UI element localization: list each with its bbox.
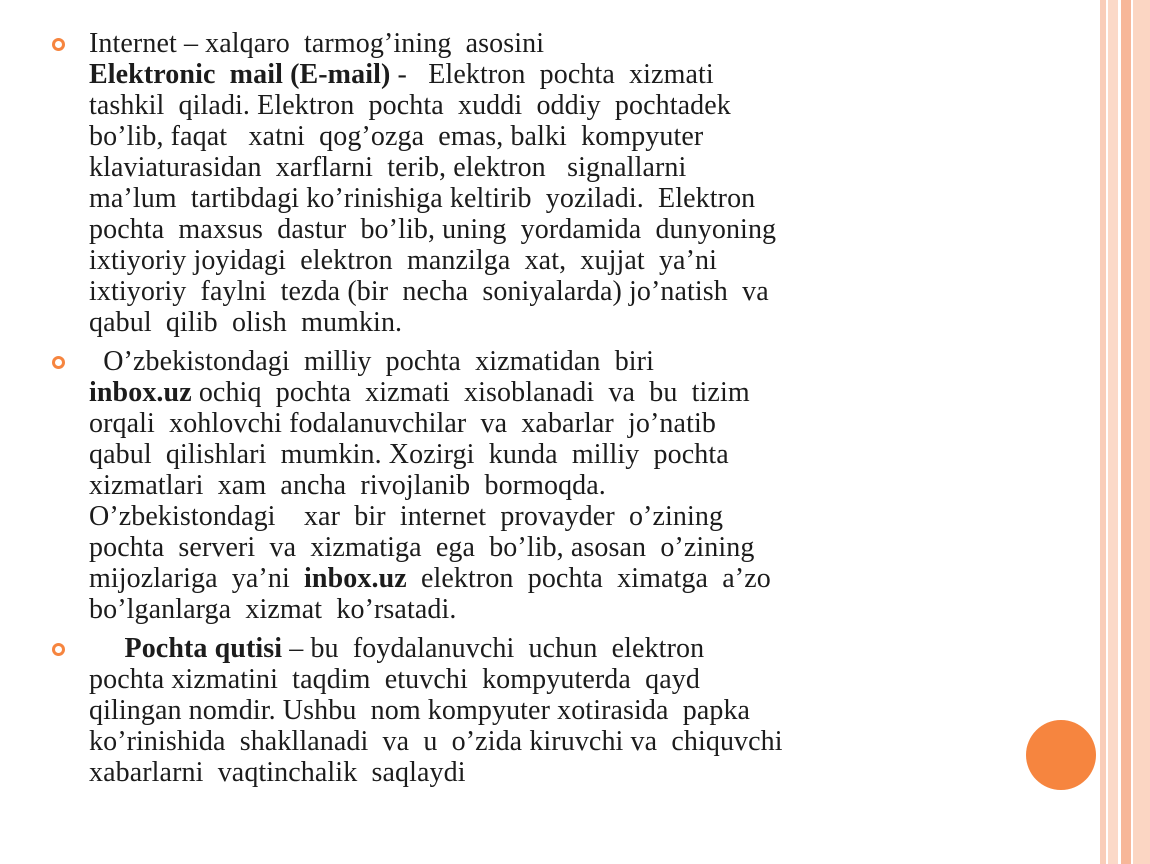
text-line: klaviaturasidan xarflarni terib, elektron signallarni: [89, 152, 687, 183]
bullet-icon: [52, 38, 65, 51]
text-line: qilingan nomdir. Ushbu nom kompyuter xotirasida papka: [89, 695, 751, 726]
bold-term: Pochta qutisi: [124, 633, 283, 664]
bold-term: Elektronic mail (E-mail): [89, 59, 391, 90]
text-line: ixtiyoriy joyidagi elektron manzilga xat, xujjat ya’ni: [89, 245, 717, 276]
decor-circle: [1026, 720, 1096, 790]
decor-stripe: [1100, 0, 1106, 864]
decor-stripe: [1133, 0, 1150, 864]
text-line: [89, 633, 992, 664]
text-line: bo’lganlarga xizmat ko’rsatadi.: [89, 594, 457, 625]
bullet-icon: [52, 643, 65, 656]
text-line: O’zbekistondagi milliy pochta xizmatidan biri: [89, 346, 654, 377]
text-segment: mijozlariga ya’ni: [89, 563, 305, 594]
text-line: qabul qilib olish mumkin.: [89, 307, 403, 338]
text-line: ko’rinishida shakllanadi va u o’zida kiruvchi va chiquvchi: [89, 726, 783, 757]
bold-term: inbox.uz: [89, 377, 192, 408]
text-line: [89, 563, 992, 594]
text-line: bo’lib, faqat xatni qog’ozga emas, balki kompyuter: [89, 121, 704, 152]
text-segment: [89, 633, 125, 664]
text-line: ixtiyoriy faylni tezda (bir necha soniyalarda) jo’natish va: [89, 276, 769, 307]
decor-stripe: [1121, 0, 1131, 864]
decor-stripe: [1108, 0, 1118, 864]
text-line: ma’lum tartibdagi ko’rinishiga keltirib yoziladi. Elektron: [89, 183, 756, 214]
text-line: pochta xizmatini taqdim etuvchi kompyuterda qayd: [89, 664, 700, 695]
text-line: [89, 59, 992, 90]
text-line: Internet – xalqaro tarmog’ining asosini: [89, 28, 545, 59]
text-segment: ochiq pochta xizmati xisoblanadi va bu tizim: [191, 377, 750, 408]
text-line: pochta serveri va xizmatiga ega bo’lib, asosan o’zining: [89, 532, 755, 563]
text-segment: - Elektron pochta xizmati: [390, 59, 714, 90]
text-line: xizmatlari xam ancha rivojlanib bormoqda.: [89, 470, 606, 501]
text-line: O’zbekistondagi xar bir internet provayder o’zining: [89, 501, 724, 532]
text-line: [89, 377, 992, 408]
text-segment: elektron pochta ximatga a’zo: [406, 563, 771, 594]
bullet-paragraph: [52, 28, 992, 338]
text-line: orqali xohlovchi fodalanuvchilar va xabarlar jo’natib: [89, 408, 716, 439]
bullet-paragraph: [52, 346, 992, 625]
text-line: tashkil qiladi. Elektron pochta xuddi oddiy pochtadek: [89, 90, 731, 121]
bold-term: inbox.uz: [304, 563, 407, 594]
slide-content: [52, 28, 992, 796]
text-line: pochta maxsus dastur bo’lib, uning yordamida dunyoning: [89, 214, 777, 245]
text-segment: – bu foydalanuvchi uchun elektron: [282, 633, 705, 664]
text-line: xabarlarni vaqtinchalik saqlaydi: [89, 757, 466, 788]
bullet-paragraph: [52, 633, 992, 788]
text-line: qabul qilishlari mumkin. Xozirgi kunda milliy pochta: [89, 439, 729, 470]
bullet-icon: [52, 356, 65, 369]
